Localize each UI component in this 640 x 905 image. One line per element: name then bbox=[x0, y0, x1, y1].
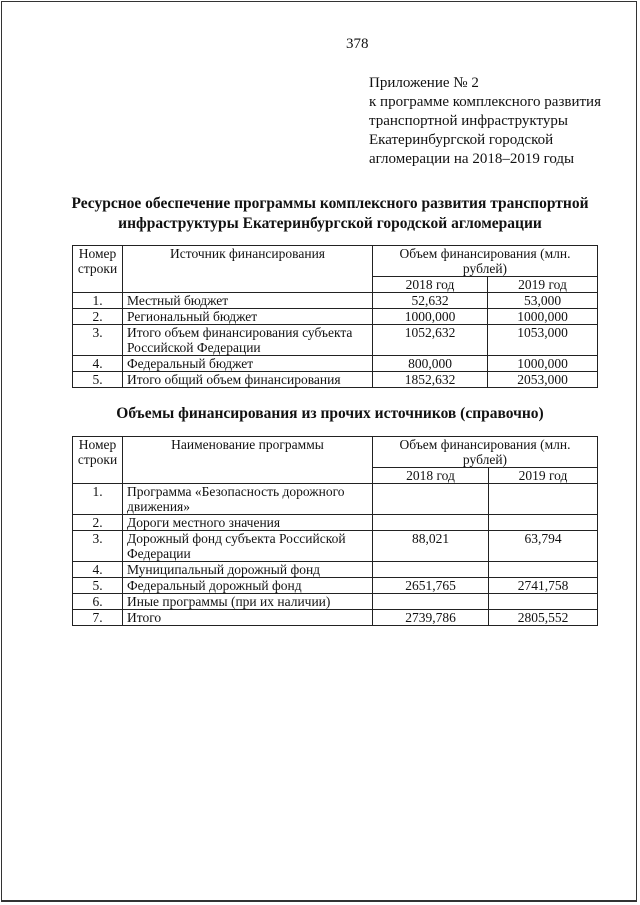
resource-table bbox=[72, 245, 598, 388]
table-row bbox=[73, 610, 598, 626]
table-row bbox=[73, 578, 598, 594]
table-row bbox=[73, 372, 598, 388]
row-number: 4. bbox=[73, 356, 123, 372]
value-2019: 1053,000 bbox=[488, 325, 598, 356]
value-2019: 63,794 bbox=[489, 531, 598, 562]
section1-title bbox=[60, 194, 600, 234]
appendix-note bbox=[369, 74, 601, 169]
row-name: Дороги местного значения bbox=[123, 515, 373, 531]
section1-title-line: инфраструктуры Екатеринбургской городской агломерации bbox=[118, 215, 542, 232]
header-volume: Объем финансирования (млн. рублей) bbox=[373, 437, 598, 468]
row-number: 1. bbox=[73, 484, 123, 515]
header-2018: 2018 год bbox=[373, 277, 488, 293]
row-name: Итого общий объем финансирования bbox=[123, 372, 373, 388]
value-2019: 2053,000 bbox=[488, 372, 598, 388]
appendix-line: агломерации на 2018–2019 годы bbox=[369, 151, 575, 167]
header-2019: 2019 год bbox=[488, 277, 598, 293]
table-row bbox=[73, 325, 598, 356]
header-text: Номер bbox=[78, 246, 117, 261]
table-row bbox=[73, 293, 598, 309]
row-name: Федеральный бюджет bbox=[123, 356, 373, 372]
page-number: 378 bbox=[346, 36, 369, 52]
table-row bbox=[73, 562, 598, 578]
row-name: Региональный бюджет bbox=[123, 309, 373, 325]
table-row bbox=[73, 309, 598, 325]
value-2019 bbox=[489, 515, 598, 531]
row-name: Федеральный дорожный фонд bbox=[123, 578, 373, 594]
table-row bbox=[73, 356, 598, 372]
value-2019: 1000,000 bbox=[488, 356, 598, 372]
header-program: Наименование программы bbox=[123, 437, 373, 484]
row-name: Муниципальный дорожный фонд bbox=[123, 562, 373, 578]
row-number: 5. bbox=[73, 372, 123, 388]
value-2018: 1052,632 bbox=[373, 325, 488, 356]
value-2019 bbox=[489, 594, 598, 610]
header-volume: Объем финансирования (млн. рублей) bbox=[373, 246, 598, 277]
row-number: 4. bbox=[73, 562, 123, 578]
row-number: 3. bbox=[73, 531, 123, 562]
value-2019 bbox=[489, 484, 598, 515]
header-text: строки bbox=[77, 452, 118, 467]
table-row bbox=[73, 515, 598, 531]
value-2019: 1000,000 bbox=[488, 309, 598, 325]
value-2018: 88,021 bbox=[373, 531, 489, 562]
appendix-line: транспортной инфраструктуры bbox=[369, 113, 568, 129]
row-number: 1. bbox=[73, 293, 123, 309]
row-name: Программа «Безопасность дорожного движения» bbox=[123, 484, 373, 515]
value-2018: 1852,632 bbox=[373, 372, 488, 388]
row-name: Местный бюджет bbox=[123, 293, 373, 309]
value-2019 bbox=[489, 562, 598, 578]
value-2018: 1000,000 bbox=[373, 309, 488, 325]
row-number: 2. bbox=[73, 515, 123, 531]
value-2018: 800,000 bbox=[373, 356, 488, 372]
section2-title: Объемы финансирования из прочих источников (справочно) bbox=[116, 405, 544, 422]
header-row-number bbox=[73, 437, 123, 484]
value-2018 bbox=[373, 515, 489, 531]
row-number: 5. bbox=[73, 578, 123, 594]
header-2018: 2018 год bbox=[373, 468, 489, 484]
value-2018: 2651,765 bbox=[373, 578, 489, 594]
table-row bbox=[73, 531, 598, 562]
value-2018 bbox=[373, 594, 489, 610]
header-2019: 2019 год bbox=[489, 468, 598, 484]
row-name: Итого объем финансирования субъекта Российской Федерации bbox=[123, 325, 373, 356]
row-number: 7. bbox=[73, 610, 123, 626]
row-number: 6. bbox=[73, 594, 123, 610]
value-2018 bbox=[373, 562, 489, 578]
row-number: 2. bbox=[73, 309, 123, 325]
header-source: Источник финансирования bbox=[123, 246, 373, 293]
value-2019: 2741,758 bbox=[489, 578, 598, 594]
header-text: строки bbox=[77, 261, 118, 276]
value-2019: 2805,552 bbox=[489, 610, 598, 626]
value-2018: 52,632 bbox=[373, 293, 488, 309]
row-name: Иные программы (при их наличии) bbox=[123, 594, 373, 610]
row-name: Итого bbox=[123, 610, 373, 626]
row-name: Дорожный фонд субъекта Российской Федерации bbox=[123, 531, 373, 562]
header-row-number bbox=[73, 246, 123, 293]
section1-title-line: Ресурсное обеспечение программы комплексного развития транспортной bbox=[71, 195, 589, 212]
header-text: Номер bbox=[78, 437, 117, 452]
value-2018 bbox=[373, 484, 489, 515]
table-row bbox=[73, 484, 598, 515]
appendix-line: Приложение № 2 bbox=[369, 75, 479, 91]
value-2018: 2739,786 bbox=[373, 610, 489, 626]
table-row bbox=[73, 594, 598, 610]
row-number: 3. bbox=[73, 325, 123, 356]
other-sources-table bbox=[72, 436, 598, 626]
value-2019: 53,000 bbox=[488, 293, 598, 309]
appendix-line: Екатеринбургской городской bbox=[369, 132, 554, 148]
appendix-line: к программе комплексного развития bbox=[369, 94, 601, 110]
